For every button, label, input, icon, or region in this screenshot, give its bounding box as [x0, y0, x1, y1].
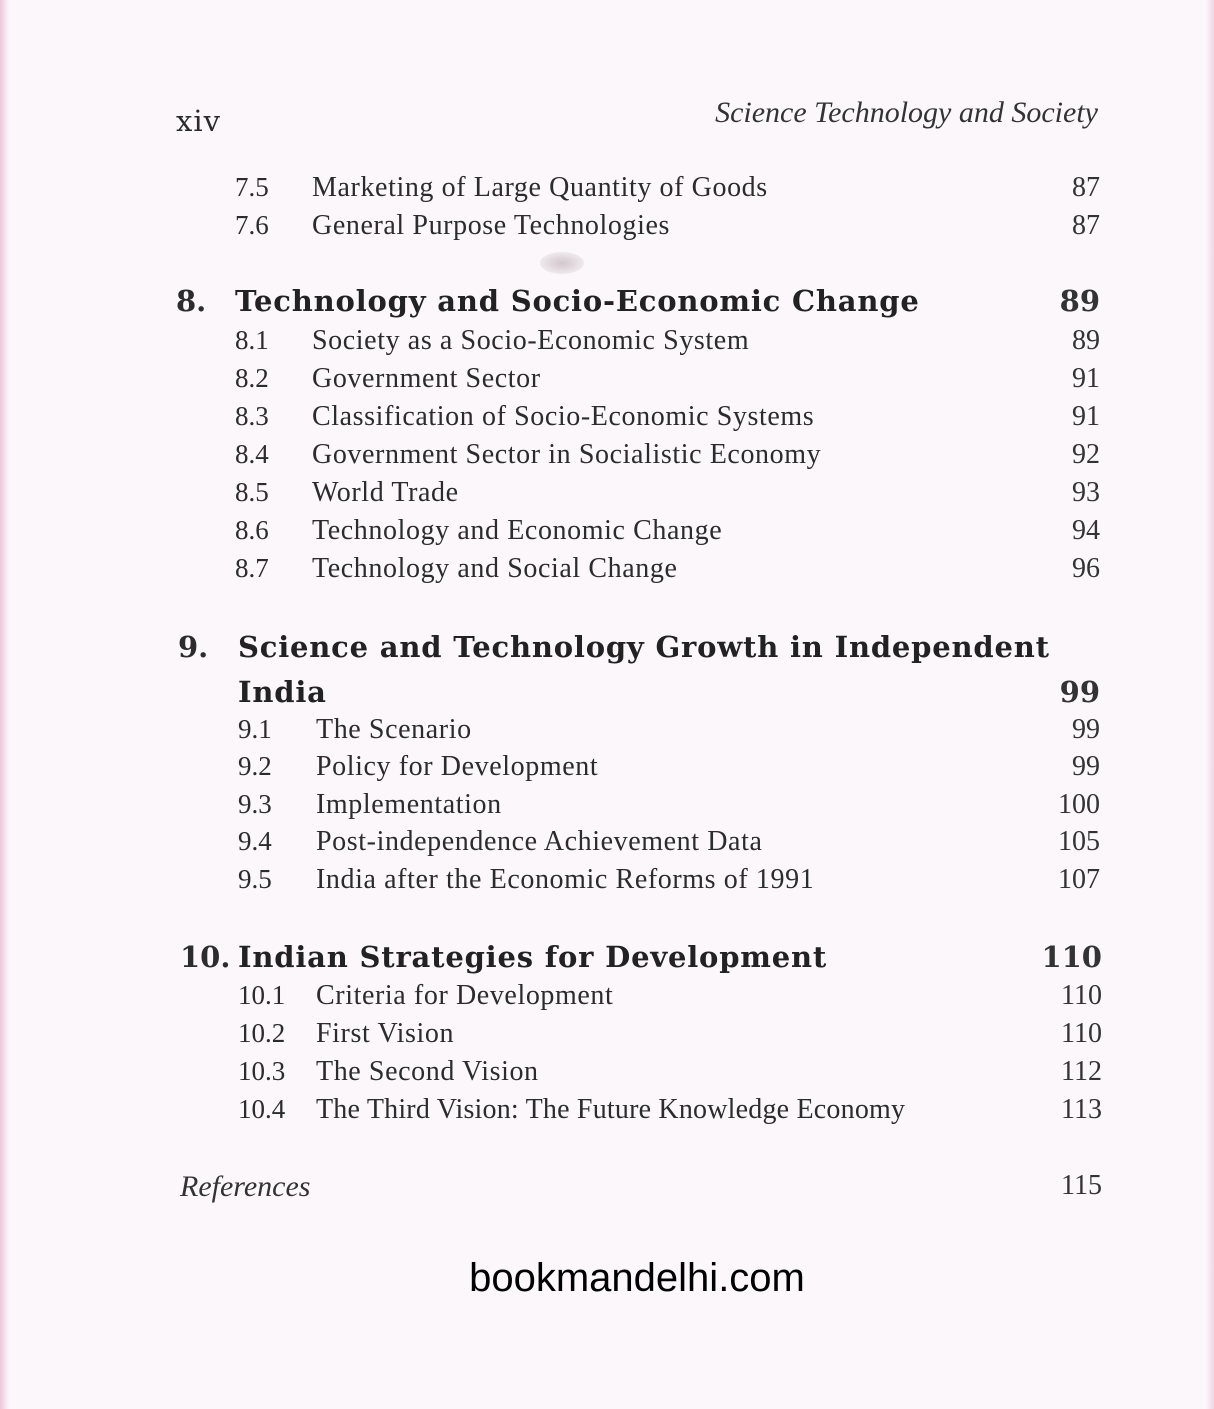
- toc-entry-number: 10.1: [238, 980, 286, 1010]
- toc-entry-title: Post-independence Achievement Data: [316, 826, 763, 857]
- toc-entry-page: 99: [1072, 714, 1100, 745]
- chapter-number: 9.: [178, 630, 209, 664]
- toc-entry-number: 8.2: [235, 363, 269, 393]
- toc-chapter-9: [0, 630, 1214, 670]
- toc-entry-number: 7.5: [235, 172, 269, 202]
- chapter-number: 8.: [176, 284, 207, 318]
- toc-entry: [0, 789, 1214, 829]
- toc-entry-page: 110: [1061, 1018, 1102, 1049]
- toc-entry-number: 9.5: [238, 864, 272, 894]
- toc-entry-number: 8.5: [235, 477, 269, 507]
- toc-entry-number: 10.3: [238, 1056, 286, 1086]
- toc-entry-page: 110: [1061, 980, 1102, 1011]
- toc-entry: [0, 751, 1214, 791]
- toc-entry: [0, 1056, 1214, 1096]
- toc-entry-page: 87: [1072, 172, 1100, 203]
- toc-entry-title: Criteria for Development: [316, 980, 614, 1011]
- toc-entry-page: 113: [1061, 1094, 1102, 1125]
- toc-entry: [0, 980, 1214, 1020]
- toc-references: [0, 1170, 1214, 1210]
- toc-entry-title: General Purpose Technologies: [312, 210, 671, 241]
- chapter-title-line-1: Science and Technology Growth in Independent: [238, 630, 1050, 664]
- toc-entry: [0, 401, 1214, 441]
- toc-entry-number: 8.4: [235, 439, 269, 469]
- toc-entry: [0, 1094, 1214, 1134]
- watermark-text: bookmandelhi.com: [469, 1256, 805, 1300]
- references-title: References: [180, 1170, 311, 1203]
- toc-entry: [0, 553, 1214, 593]
- toc-entry: [0, 439, 1214, 479]
- toc-entry-page: 93: [1072, 477, 1100, 508]
- toc-entry-title: First Vision: [316, 1018, 455, 1049]
- chapter-title: Indian Strategies for Development: [238, 940, 828, 974]
- chapter-page: 89: [1059, 284, 1100, 318]
- toc-entry-number: 8.3: [235, 401, 269, 431]
- toc-entry-number: 10.4: [238, 1094, 286, 1124]
- running-book-title: Science Technology and Society: [715, 96, 1098, 129]
- toc-entry-number: 8.1: [235, 325, 269, 355]
- toc-entry-number: 8.7: [235, 553, 269, 583]
- toc-entry-title: Government Sector: [312, 363, 541, 394]
- toc-entry: [0, 325, 1214, 365]
- toc-entry-title: The Scenario: [316, 714, 472, 745]
- toc-entry-number: 9.4: [238, 826, 272, 856]
- toc-entry: [0, 864, 1214, 904]
- toc-entry: [0, 172, 1214, 212]
- paper-smudge: [540, 252, 584, 274]
- chapter-page: 99: [1059, 675, 1100, 709]
- toc-entry-number: 9.1: [238, 714, 272, 744]
- toc-entry-page: 87: [1072, 210, 1100, 241]
- toc-entry: [0, 363, 1214, 403]
- toc-chapter-10: [0, 940, 1214, 980]
- page-number-folio: xiv: [176, 104, 222, 138]
- toc-entry-title: World Trade: [312, 477, 459, 508]
- toc-entry-title: India after the Economic Reforms of 1991: [316, 864, 815, 895]
- toc-entry-page: 112: [1061, 1056, 1102, 1087]
- toc-entry-page: 94: [1072, 515, 1100, 546]
- toc-entry-page: 92: [1072, 439, 1100, 470]
- toc-entry: [0, 515, 1214, 555]
- toc-entry-page: 100: [1058, 789, 1100, 820]
- toc-entry-page: 96: [1072, 553, 1100, 584]
- toc-entry-title: Society as a Socio-Economic System: [312, 325, 750, 356]
- toc-entry-page: 99: [1072, 751, 1100, 782]
- toc-entry-title: The Third Vision: The Future Knowledge Economy: [316, 1094, 906, 1125]
- toc-entry-title: Marketing of Large Quantity of Goods: [312, 172, 768, 203]
- toc-entry: [0, 210, 1214, 250]
- toc-entry-title: Government Sector in Socialistic Economy: [312, 439, 822, 470]
- toc-entry-page: 89: [1072, 325, 1100, 356]
- toc-entry-title: Policy for Development: [316, 751, 599, 782]
- toc-entry-number: 8.6: [235, 515, 269, 545]
- toc-entry-number: 9.3: [238, 789, 272, 819]
- toc-entry-title: Classification of Socio-Economic Systems: [312, 401, 815, 432]
- chapter-number: 10.: [180, 940, 231, 974]
- toc-chapter-8: [0, 284, 1214, 324]
- toc-entry-page: 105: [1058, 826, 1100, 857]
- toc-entry: [0, 1018, 1214, 1058]
- toc-chapter-9-cont: [0, 675, 1214, 715]
- toc-entry: [0, 477, 1214, 517]
- toc-entry: [0, 714, 1214, 754]
- toc-entry-number: 10.2: [238, 1018, 286, 1048]
- chapter-title: Technology and Socio-Economic Change: [235, 284, 920, 318]
- toc-entry-title: The Second Vision: [316, 1056, 539, 1087]
- toc-entry-title: Implementation: [316, 789, 502, 820]
- references-page: 115: [1061, 1170, 1102, 1201]
- toc-entry-page: 107: [1058, 864, 1100, 895]
- toc-entry-page: 91: [1072, 401, 1100, 432]
- toc-entry-number: 9.2: [238, 751, 272, 781]
- toc-entry-title: Technology and Economic Change: [312, 515, 723, 546]
- toc-entry: [0, 826, 1214, 866]
- chapter-title-line-2: India: [238, 675, 327, 709]
- toc-entry-number: 7.6: [235, 210, 269, 240]
- toc-entry-page: 91: [1072, 363, 1100, 394]
- toc-entry-title: Technology and Social Change: [312, 553, 678, 584]
- chapter-page: 110: [1041, 940, 1102, 974]
